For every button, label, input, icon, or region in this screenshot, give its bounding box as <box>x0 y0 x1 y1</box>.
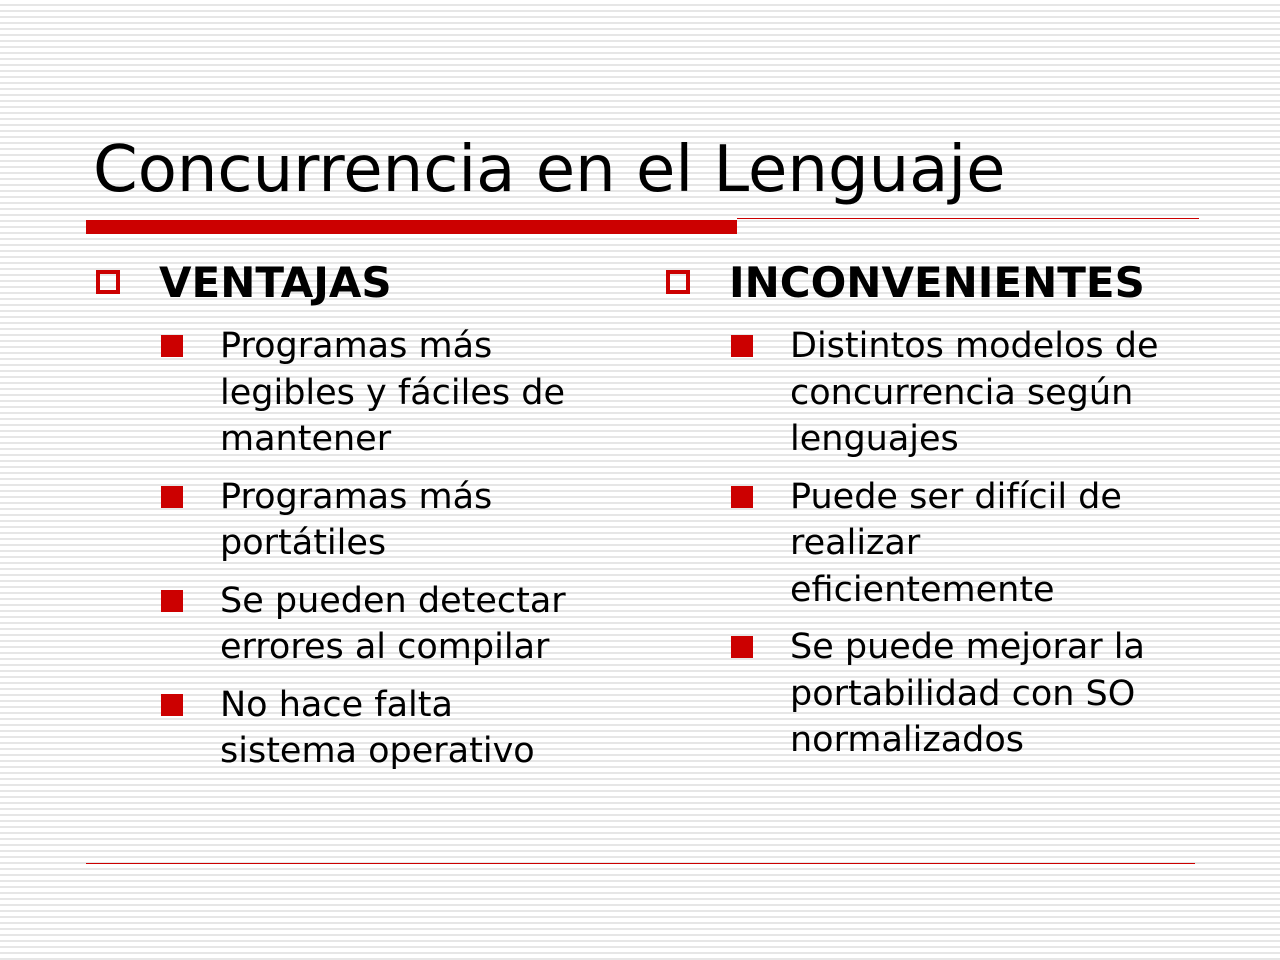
list-item <box>96 578 636 671</box>
disadvantages-heading-row <box>666 258 1226 308</box>
list-item-line: Distintos modelos de <box>790 326 1159 366</box>
hollow-square-bullet-icon <box>666 270 690 294</box>
list-item-line: concurrencia según <box>790 372 1134 413</box>
slide-title: Concurrencia en el Lenguaje <box>93 133 1006 207</box>
advantages-column <box>96 258 636 786</box>
list-item <box>96 323 636 463</box>
list-item-line: eficientemente <box>790 569 1055 610</box>
square-bullet-icon <box>161 694 183 716</box>
list-item-line: Se pueden detectar <box>220 580 566 621</box>
list-item-line: mantener <box>220 419 392 459</box>
hollow-square-bullet-icon <box>96 270 120 294</box>
disadvantages-column <box>666 258 1226 775</box>
list-item-line: realizar <box>790 523 921 563</box>
list-item <box>666 323 1226 463</box>
square-bullet-icon <box>731 636 753 658</box>
list-item <box>96 474 636 567</box>
disadvantages-list <box>666 323 1226 764</box>
square-bullet-icon <box>731 486 753 508</box>
list-item-line: Se puede mejorar la <box>790 627 1145 667</box>
footer-divider <box>86 863 1195 864</box>
list-item-line: portabilidad con SO <box>790 673 1136 714</box>
list-item-line: normalizados <box>790 720 1025 760</box>
list-item-line: portátiles <box>220 523 387 563</box>
square-bullet-icon <box>161 335 183 357</box>
list-item-line: errores al compilar <box>220 627 550 667</box>
list-item <box>96 682 636 775</box>
advantages-heading: VENTAJAS <box>159 258 392 307</box>
list-item <box>666 474 1226 614</box>
square-bullet-icon <box>161 590 183 612</box>
advantages-heading-row <box>96 258 636 308</box>
list-item-line: lenguajes <box>790 419 959 459</box>
list-item-line: Programas más <box>220 476 493 517</box>
title-underline-bar <box>86 220 737 234</box>
list-item-line: Puede ser difícil de <box>790 476 1122 517</box>
list-item <box>666 624 1226 764</box>
disadvantages-heading: INCONVENIENTES <box>729 258 1145 307</box>
square-bullet-icon <box>161 486 183 508</box>
list-item-line: No hace falta <box>220 684 453 725</box>
advantages-list <box>96 323 636 775</box>
square-bullet-icon <box>731 335 753 357</box>
title-underline-thin-rule <box>737 218 1199 219</box>
list-item-line: sistema operativo <box>220 731 535 771</box>
list-item-line: legibles y fáciles de <box>220 372 565 413</box>
list-item-line: Programas más <box>220 326 493 366</box>
